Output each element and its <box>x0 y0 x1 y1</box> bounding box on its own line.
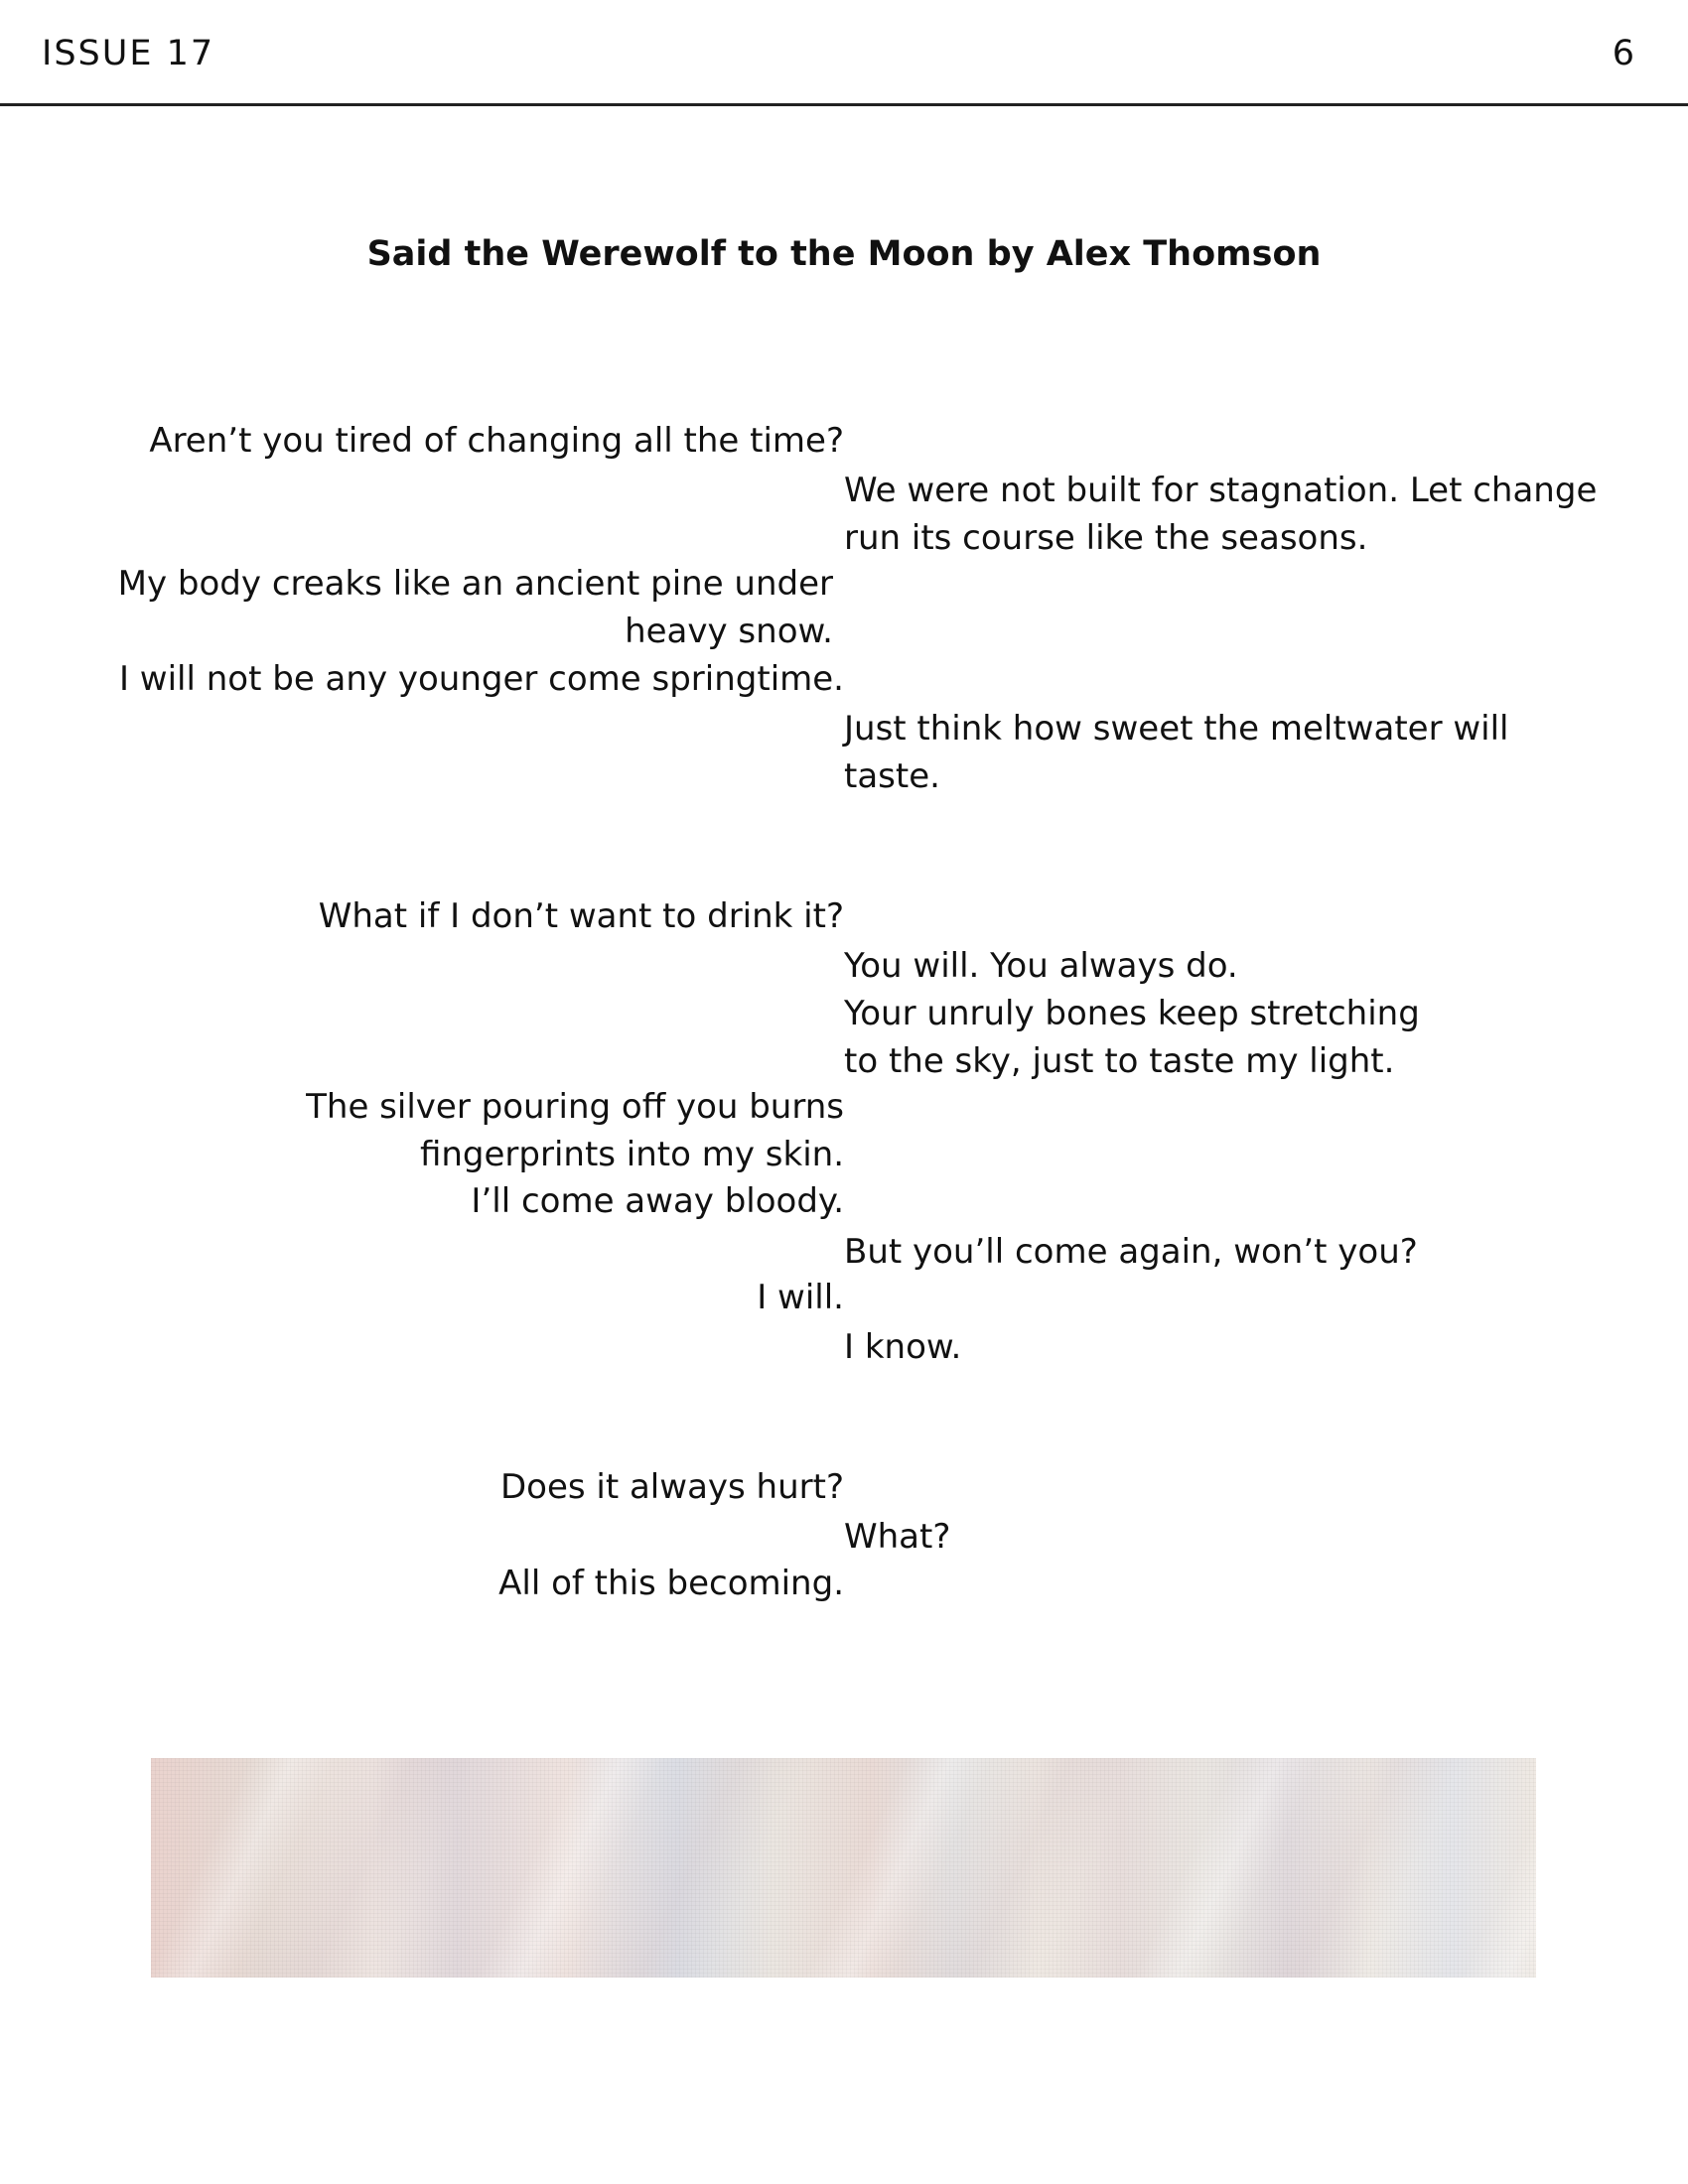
header-divider <box>0 103 1688 106</box>
poem-line: taste. <box>844 756 940 796</box>
poem-line: We were not built for stagnation. Let change <box>844 471 1598 510</box>
poem-line: But you’ll come again, won’t you? <box>844 1232 1418 1272</box>
poem-line: Aren’t you tired of changing all the time? <box>149 421 844 461</box>
poem-line: run its course like the seasons. <box>844 518 1368 558</box>
poem-line: Your unruly bones keep stretching <box>844 994 1420 1033</box>
poem-line: heavy snow. <box>625 612 833 651</box>
poem-line: You will. You always do. <box>844 946 1238 986</box>
painted-canvas-image <box>151 1758 1536 1978</box>
poem-line: All of this becoming. <box>498 1564 844 1603</box>
issue-label: ISSUE 17 <box>42 34 215 73</box>
poem-line: What if I don’t want to drink it? <box>318 896 844 936</box>
poem-line: The silver pouring off you burns <box>306 1087 844 1127</box>
poem-title: Said the Werewolf to the Moon by Alex Thomson <box>366 234 1322 274</box>
poem-line: I know. <box>844 1327 962 1367</box>
poem-line: What? <box>844 1517 951 1557</box>
page-number: 6 <box>1612 34 1634 73</box>
poem-line: I will. <box>757 1278 844 1317</box>
poem-line: I will not be any younger come springtime. <box>118 659 844 699</box>
poem-line: Does it always hurt? <box>499 1467 844 1507</box>
poem-line: My body creaks like an ancient pine under <box>117 564 833 604</box>
poem-line: I’ll come away bloody. <box>471 1181 844 1221</box>
poem-line: fingerprints into my skin. <box>419 1135 844 1174</box>
poem-line: Just think how sweet the meltwater will <box>844 709 1509 749</box>
poem-line: to the sky, just to taste my light. <box>844 1041 1395 1081</box>
